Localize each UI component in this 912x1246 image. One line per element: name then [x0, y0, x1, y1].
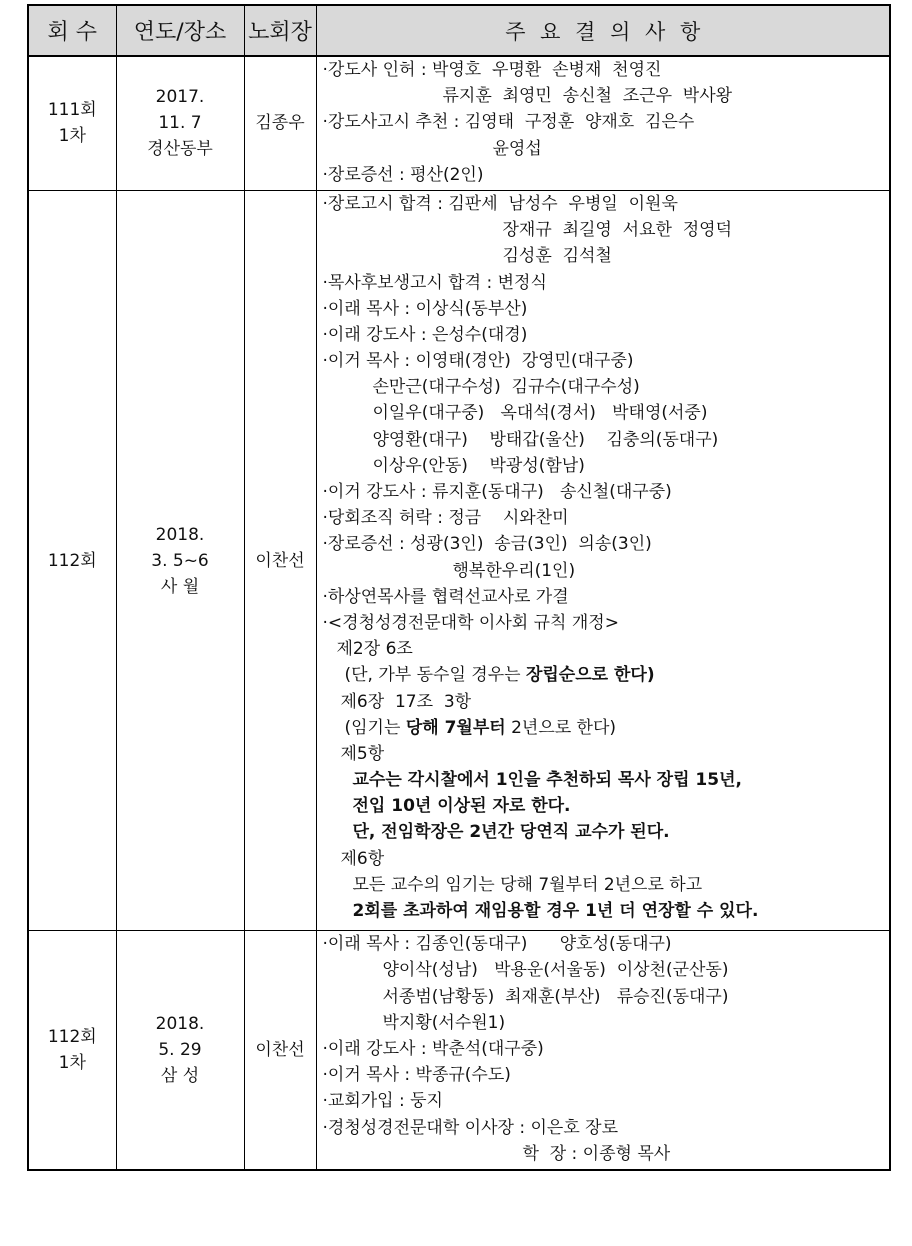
resolution-text: 손만근(대구수성) 김규수(대구수성)	[372, 377, 640, 398]
resolution-line	[317, 1010, 890, 1036]
resolution-line	[317, 931, 890, 957]
resolution-text: 박지황(서수원1)	[382, 1012, 506, 1033]
moderator-cell: 이찬선	[244, 190, 316, 930]
resolution-text: 서종범(남황동) 최재훈(부산) 류승진(동대구)	[382, 986, 729, 1007]
resolution-text: ·경청성경전문대학 이사장 : 이은호 장로	[322, 1117, 618, 1138]
header-row	[28, 5, 890, 56]
resolution-text: 이일우(대구중) 옥대석(경서) 박태영(서중)	[372, 403, 708, 424]
resolution-line	[317, 296, 890, 322]
session-cell-line: 112회	[47, 1027, 97, 1048]
session-cell	[28, 56, 116, 190]
resolution-line	[317, 322, 890, 348]
session-cell-line: 112회	[47, 550, 97, 571]
resolution-text: ·교회가입 : 둥지	[322, 1091, 443, 1112]
resolution-line	[317, 846, 890, 872]
resolution-line	[317, 136, 890, 162]
resolution-text: 김성훈 김석철	[502, 246, 612, 267]
resolution-text: ·장로고시 합격 : 김판세 남성수 우병일 이원욱	[322, 193, 678, 214]
date-place-cell-line: 3. 5~6	[151, 550, 209, 571]
resolution-text: ·이거 목사 : 이영태(경안) 강영민(대구중)	[322, 351, 634, 372]
resolution-line	[317, 1036, 890, 1062]
session-cell-line: 111회	[47, 100, 97, 121]
resolution-line	[317, 1088, 890, 1114]
resolution-text: 이상우(안동) 박광성(함남)	[372, 455, 585, 476]
resolution-text: 류지훈 최영민 송신철 조근우 박사왕	[442, 86, 733, 107]
date-place-cell	[116, 931, 244, 1170]
resolution-line	[317, 505, 890, 531]
resolution-line	[317, 83, 890, 109]
resolution-text: ·이거 강도사 : 류지훈(동대구) 송신철(대구중)	[322, 482, 672, 502]
resolution-text: ·이래 목사 : 김종인(동대구) 양호성(동대구)	[322, 934, 672, 955]
resolutions-cell	[316, 56, 890, 190]
header-main-resolutions: 주 요 결 의 사 항	[316, 5, 890, 56]
resolution-text: ·강도사고시 추천 : 김영태 구정훈 양재호 김은수	[322, 112, 695, 133]
resolution-line	[317, 715, 890, 741]
date-place-cell-line: 사 월	[160, 576, 200, 597]
resolution-line	[317, 374, 890, 400]
resolution-text: 장재규 최길영 서요한 정영덕	[502, 220, 732, 241]
resolution-line	[317, 531, 890, 557]
resolution-line	[317, 479, 890, 505]
resolution-text: (단, 가부 동수일 경우는	[344, 665, 526, 686]
moderator-cell: 이찬선	[244, 931, 316, 1170]
table-row	[28, 56, 890, 190]
resolution-text: ·강도사 인허 : 박영호 우명환 손병재 천영진	[322, 60, 662, 80]
header-session: 회 수	[28, 5, 116, 56]
resolution-text: 제2장 6조	[336, 639, 413, 660]
resolution-text: 2회를 초과하여 재임용할 경우 1년 더 연장할 수 있다.	[352, 901, 759, 921]
resolution-line	[317, 191, 890, 217]
resolution-line	[317, 427, 890, 453]
resolution-text: 윤영섭	[492, 138, 542, 159]
resolution-line	[317, 1115, 890, 1141]
moderator-cell: 김종우	[244, 56, 316, 190]
resolution-line	[317, 689, 890, 715]
resolution-text: ·장로증선 : 평산(2인)	[322, 164, 484, 185]
resolution-line	[317, 819, 890, 845]
table-row	[28, 190, 890, 930]
resolution-line	[317, 348, 890, 374]
resolution-line	[317, 162, 890, 188]
resolutions-cell	[316, 931, 890, 1170]
resolution-line	[317, 584, 890, 610]
resolution-text: 제6항	[340, 848, 385, 869]
session-cell-line: 1차	[58, 126, 86, 147]
resolution-text: 제6장 17조 3항	[340, 691, 472, 712]
resolution-line	[317, 957, 890, 983]
resolution-text: 전입 10년 이상된 자로 한다.	[352, 796, 571, 817]
resolution-line	[317, 1062, 890, 1088]
resolution-line	[317, 109, 890, 135]
resolution-text: ·이거 목사 : 박종규(수도)	[322, 1065, 511, 1086]
resolution-line	[317, 453, 890, 479]
resolution-line	[317, 741, 890, 767]
resolution-line	[317, 872, 890, 898]
resolutions-table	[27, 4, 891, 1171]
date-place-cell-line: 2018.	[155, 524, 205, 545]
resolution-bold-text: 장립순으로 한다)	[525, 665, 655, 686]
resolution-line	[317, 57, 890, 83]
date-place-cell	[116, 56, 244, 190]
resolution-text: ·이래 강도사 : 박춘석(대구중)	[322, 1038, 544, 1059]
resolution-line	[317, 270, 890, 296]
session-cell	[28, 190, 116, 930]
resolution-line	[317, 400, 890, 426]
table-row	[28, 931, 890, 1170]
resolution-bold-text: 당해 7월부터	[405, 717, 506, 738]
resolution-line	[317, 767, 890, 793]
date-place-cell-line: 경산동부	[147, 139, 213, 160]
resolution-line	[317, 610, 890, 636]
date-place-cell-line: 삼 성	[160, 1066, 200, 1087]
resolution-line	[317, 636, 890, 662]
resolution-text: ·이래 목사 : 이상식(동부산)	[322, 298, 528, 319]
session-cell-line: 1차	[58, 1053, 86, 1074]
date-place-cell	[116, 190, 244, 930]
resolution-text: 교수는 각시찰에서 1인을 추천하되 목사 장립 15년,	[352, 770, 742, 791]
resolution-text: (임기는	[344, 717, 406, 738]
resolution-text: 2년으로 한다)	[505, 717, 617, 738]
resolution-text: 행복한우리(1인)	[452, 560, 576, 581]
resolution-text: 양이삭(성남) 박용운(서울동) 이상천(군산동)	[382, 960, 729, 981]
header-moderator: 노회장	[244, 5, 316, 56]
resolution-line	[317, 793, 890, 819]
resolution-line	[317, 984, 890, 1010]
resolution-text: 단, 전임학장은 2년간 당연직 교수가 된다.	[352, 822, 670, 843]
resolution-text: 제5항	[340, 743, 385, 764]
resolution-text: ·<경청성경전문대학 이사회 규칙 개정>	[322, 612, 619, 633]
resolution-text: 모든 교수의 임기는 당해 7월부터 2년으로 하고	[352, 874, 703, 895]
resolution-line	[317, 662, 890, 688]
resolution-line	[317, 1141, 890, 1167]
resolution-text: ·목사후보생고시 합격 : 변정식	[322, 272, 547, 293]
resolution-text: ·장로증선 : 성광(3인) 송금(3인) 의송(3인)	[322, 534, 652, 555]
resolution-text: 양영환(대구) 방태갑(울산) 김충의(동대구)	[372, 429, 719, 450]
date-place-cell-line: 11. 7	[158, 113, 202, 134]
resolution-line	[317, 558, 890, 584]
session-cell	[28, 931, 116, 1170]
date-place-cell-line: 5. 29	[158, 1040, 202, 1061]
date-place-cell-line: 2017.	[155, 87, 205, 108]
resolution-line	[317, 243, 890, 269]
resolutions-cell	[316, 190, 890, 930]
resolution-text: ·당회조직 허락 : 정금 시와찬미	[322, 508, 569, 529]
date-place-cell-line: 2018.	[155, 1014, 205, 1035]
resolution-line	[317, 898, 890, 924]
resolution-line	[317, 217, 890, 243]
header-date-place: 연도/장소	[116, 5, 244, 56]
resolution-text: ·하상연목사를 협력선교사로 가결	[322, 586, 569, 607]
resolution-text: 학 장 : 이종형 목사	[522, 1143, 671, 1164]
resolution-text: ·이래 강도사 : 은성수(대경)	[322, 324, 528, 345]
